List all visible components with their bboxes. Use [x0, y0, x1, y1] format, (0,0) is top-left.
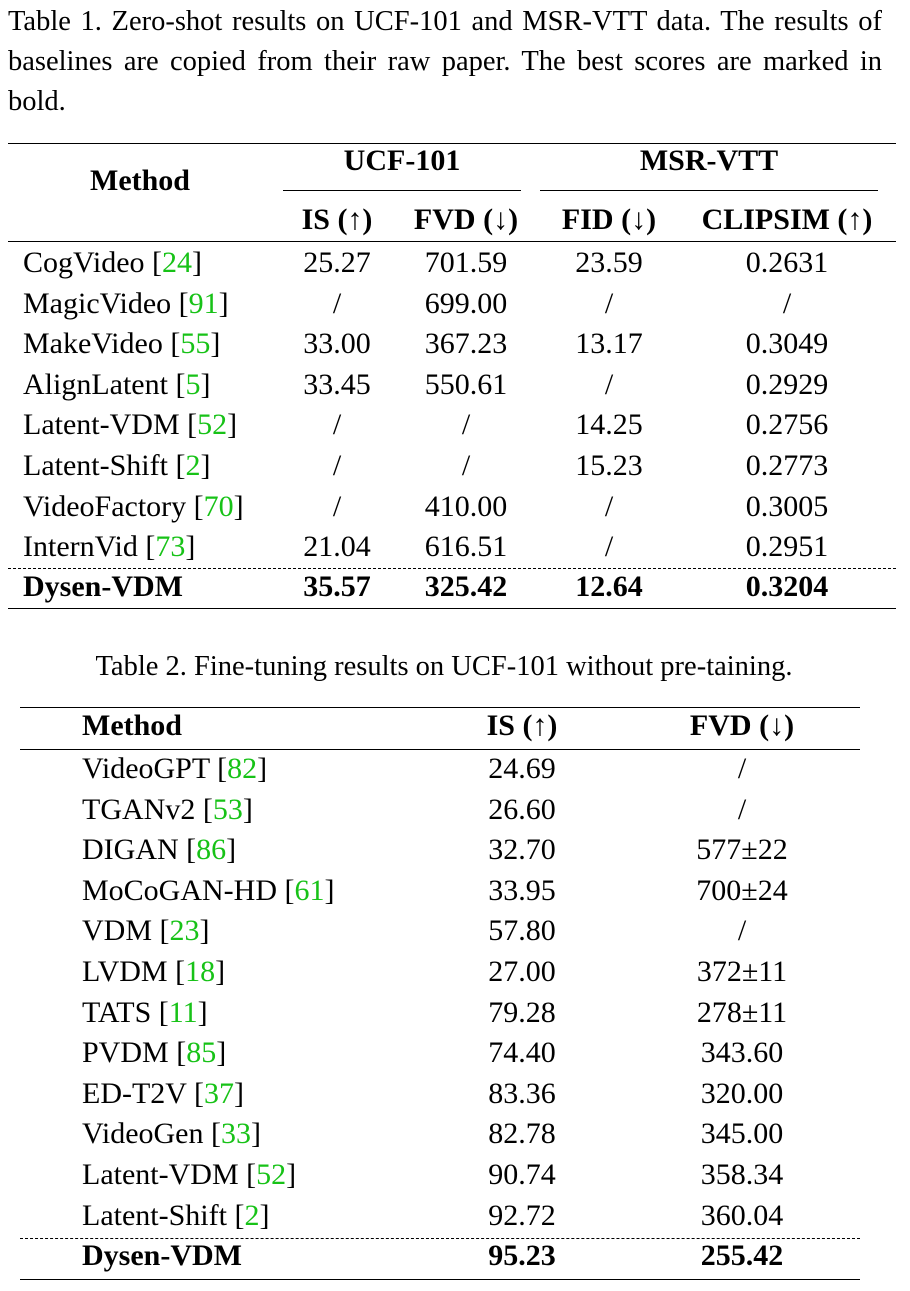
table1-cell: 33.00 [303, 327, 371, 361]
table2-cell: 345.00 [700, 1117, 784, 1151]
table1-cell: 550.61 [424, 367, 508, 401]
table2-cell: 33.95 [488, 873, 556, 907]
table1-cell: 0.2929 [745, 367, 829, 401]
table2-row-method: TGANv2 [53] [82, 792, 253, 826]
method-name: VDM [82, 914, 153, 948]
table1-best-method: Dysen-VDM [23, 570, 183, 603]
table2-cell: / [737, 914, 747, 948]
method-name: ED-T2V [82, 1076, 187, 1110]
table1-cell: 33.45 [303, 367, 371, 401]
table1-best-fvd: 325.42 [424, 570, 508, 603]
method-name: MakeVideo [23, 327, 163, 361]
method-name: DIGAN [82, 833, 179, 867]
table1-group-msrvtt: MSR-VTT [639, 144, 779, 177]
table1-cell: 616.51 [424, 530, 508, 564]
table1-cell: 699.00 [424, 286, 508, 320]
table2-row-method: MoCoGAN-HD [61] [82, 873, 335, 907]
table2-cell: / [737, 792, 747, 826]
table1-cell: / [461, 449, 471, 482]
table1-cell: / [782, 286, 792, 320]
method-name: Latent-Shift [82, 1198, 227, 1232]
citation-link[interactable]: 5 [185, 367, 201, 401]
table2-cell: 577±22 [696, 833, 788, 867]
table1-metric-clipsim: CLIPSIM (↑) [701, 203, 873, 236]
table1-metric-is: IS (↑) [301, 203, 373, 236]
method-name: VideoGen [82, 1117, 204, 1151]
table2-row-method: LVDM [18] [82, 955, 226, 988]
citation-link[interactable]: 52 [256, 1158, 287, 1191]
citation-link[interactable]: 86 [196, 833, 227, 867]
table1-group-rule-msr [540, 190, 878, 191]
table2-cell: 343.60 [700, 1036, 784, 1070]
citation-link[interactable]: 61 [294, 873, 325, 907]
table2-cell: / [737, 752, 747, 785]
table2-row-method: TATS [11] [82, 995, 208, 1029]
table2-caption: Table 2. Fine-tuning results on UCF-101 without pre-taining. [95, 651, 793, 682]
citation-link[interactable]: 37 [203, 1076, 234, 1110]
table1-cell: 14.25 [575, 408, 643, 442]
table1-cell: / [332, 489, 342, 523]
method-name: PVDM [82, 1036, 169, 1070]
table1-cell: / [604, 367, 614, 401]
table2-is-header: IS (↑) [486, 709, 558, 742]
method-name: Latent-VDM [23, 408, 180, 442]
method-name: TATS [82, 995, 152, 1029]
table1-row-method: InternVid [73] [23, 530, 196, 564]
table1-cell: 367.23 [424, 327, 508, 361]
table1-bottom-rule [8, 608, 896, 609]
table2-best-fvd: 255.42 [700, 1239, 784, 1272]
method-name: VideoFactory [23, 489, 187, 523]
table1-caption: Table 1. Zero-shot results on UCF-101 and MSR-VTT data. The results of baselines are copied from their raw paper. The best scores are marked in bold. [8, 6, 882, 117]
table1-cell: / [332, 286, 342, 320]
citation-link[interactable]: 53 [212, 792, 243, 826]
table1-metric-fid: FID (↓) [561, 203, 657, 236]
table1-row-method: VideoFactory [70] [23, 489, 244, 523]
citation-link[interactable]: 82 [227, 752, 258, 785]
table1-group-ucf101: UCF-101 [343, 144, 461, 177]
citation-link[interactable]: 23 [169, 914, 200, 948]
citation-link[interactable]: 91 [188, 286, 219, 320]
table2-best-method: Dysen-VDM [82, 1239, 242, 1272]
citation-link[interactable]: 73 [155, 530, 186, 564]
method-name: CogVideo [23, 246, 145, 279]
table2-cell: 278±11 [696, 995, 788, 1029]
table1-cell: 0.2951 [745, 530, 829, 564]
table1-cell: / [332, 408, 342, 442]
method-name: TGANv2 [82, 792, 196, 826]
table2-cell: 320.00 [700, 1076, 784, 1110]
table1-cell: 0.2773 [745, 449, 829, 482]
table2-cell: 32.70 [488, 833, 556, 867]
table2-row-method: VideoGPT [82] [82, 752, 268, 785]
table2-cell: 92.72 [488, 1198, 556, 1232]
table1-cell: 0.3005 [745, 489, 829, 523]
table2-best-is: 95.23 [488, 1239, 556, 1272]
table2-row-method: DIGAN [86] [82, 833, 237, 867]
table2-row-method: VideoGen [33] [82, 1117, 261, 1151]
table2-bottom-rule [20, 1279, 860, 1280]
method-name: AlignLatent [23, 367, 168, 401]
table2-cell: 74.40 [488, 1036, 556, 1070]
table1-cell: 15.23 [575, 449, 643, 482]
table1-header-rule [8, 241, 896, 242]
table2-cell: 79.28 [488, 995, 556, 1029]
table1-group-rule-ucf [283, 190, 521, 191]
table1-best-fid: 12.64 [575, 570, 643, 603]
table1-row-method: MakeVideo [55] [23, 327, 221, 361]
table2-row-method: PVDM [85] [82, 1036, 227, 1070]
table1-cell: / [332, 449, 342, 482]
citation-link[interactable]: 2 [185, 449, 201, 482]
table2-cell: 358.34 [700, 1158, 784, 1191]
table1-row-method: Latent-VDM [52] [23, 408, 238, 442]
table1-method-header: Method [90, 164, 190, 197]
table2-cell: 24.69 [488, 752, 556, 785]
table2-cell: 700±24 [696, 873, 788, 907]
table1-cell: 21.04 [303, 530, 371, 564]
method-name: Latent-Shift [23, 449, 168, 482]
method-name: Latent-VDM [82, 1158, 239, 1191]
table2-row-method: Latent-Shift [2] [82, 1198, 270, 1232]
table2-cell: 372±11 [696, 955, 788, 988]
citation-link[interactable]: 55 [180, 327, 211, 361]
method-name: InternVid [23, 530, 138, 564]
table2-cell: 360.04 [700, 1198, 784, 1232]
citation-link[interactable]: 85 [186, 1036, 217, 1070]
method-name: MagicVideo [23, 286, 172, 320]
table2-fvd-header: FVD (↓) [689, 709, 795, 742]
table1-best-clipsim: 0.3204 [745, 570, 829, 603]
table1-cell: 0.2756 [745, 408, 829, 442]
table1-cell: 23.59 [575, 246, 643, 279]
table2-method-header: Method [82, 709, 182, 742]
citation-link[interactable]: 24 [162, 246, 193, 279]
table1-row-method: AlignLatent [5] [23, 367, 211, 401]
citation-link[interactable]: 2 [244, 1198, 260, 1232]
table2-row-method: VDM [23] [82, 914, 210, 948]
table1-cell: / [604, 489, 614, 523]
table1-row-method: CogVideo [24] [23, 246, 203, 279]
table1-cell: / [604, 530, 614, 564]
citation-link[interactable]: 52 [197, 408, 228, 442]
table1-cell: 25.27 [303, 246, 371, 279]
table1-cell: 13.17 [575, 327, 643, 361]
table1-best-is: 35.57 [303, 570, 371, 603]
table1-row-method: MagicVideo [91] [23, 286, 229, 320]
table2-row-method: Latent-VDM [52] [82, 1158, 297, 1191]
table1-cell: 701.59 [424, 246, 508, 279]
table1-cell: 0.3049 [745, 327, 829, 361]
table2-cell: 57.80 [488, 914, 556, 948]
table1-cell: / [604, 286, 614, 320]
table2-cell: 27.00 [488, 955, 556, 988]
citation-link[interactable]: 11 [168, 995, 198, 1029]
table2-row-method: ED-T2V [37] [82, 1076, 244, 1110]
citation-link[interactable]: 70 [203, 489, 234, 523]
method-name: MoCoGAN-HD [82, 873, 277, 907]
table1-cell: 410.00 [424, 489, 508, 523]
citation-link[interactable]: 18 [185, 955, 216, 988]
table2-cell: 26.60 [488, 792, 556, 826]
citation-link[interactable]: 33 [221, 1117, 251, 1151]
method-name: VideoGPT [82, 752, 210, 785]
table1-metric-fvd: FVD (↓) [413, 203, 519, 236]
table2-cell: 90.74 [488, 1158, 556, 1191]
method-name: LVDM [82, 955, 168, 988]
table2-cell: 83.36 [488, 1076, 556, 1110]
table1-cell: / [461, 408, 471, 442]
table2-cell: 82.78 [488, 1117, 556, 1151]
table1-row-method: Latent-Shift [2] [23, 449, 211, 482]
table1-cell: 0.2631 [745, 246, 829, 279]
